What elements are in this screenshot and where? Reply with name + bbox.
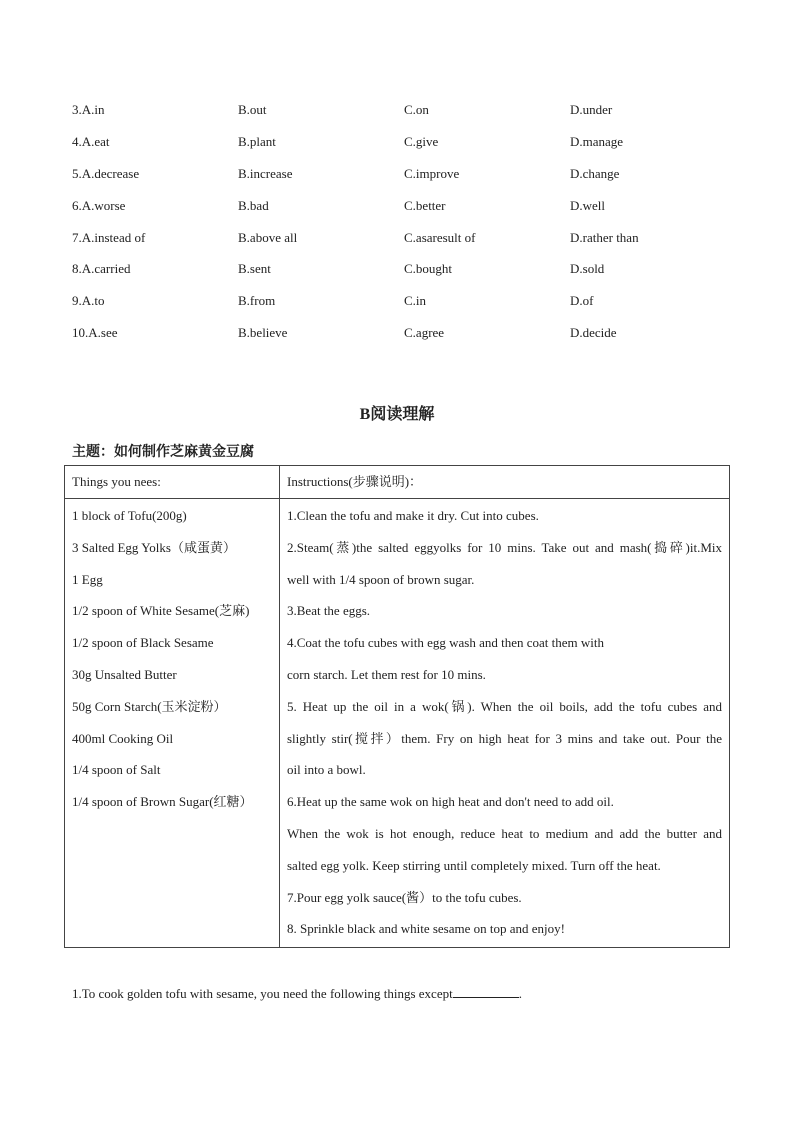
instruction-line: 4.Coat the tofu cubes with egg wash and then coat them with <box>287 635 604 651</box>
instruction-line: salted egg yolk. Keep stirring until completely mixed. Turn off the heat. <box>287 857 661 873</box>
choice-option: C.bought <box>404 261 453 277</box>
instruction-line: oil into a bowl. <box>287 762 366 778</box>
choice-row <box>72 229 732 261</box>
choice-row <box>72 133 732 165</box>
choice-option: 10.A.see <box>72 325 118 341</box>
choice-option: C.in <box>404 293 427 309</box>
choice-option: D.sold <box>570 261 605 277</box>
choice-option: D.rather than <box>570 229 639 245</box>
instruction-line: corn starch. Let them rest for 10 mins. <box>287 666 486 682</box>
choice-option: D.under <box>570 102 613 117</box>
instruction-line: well with 1/4 spoon of brown sugar. <box>287 571 475 587</box>
choice-option: D.decide <box>570 325 617 341</box>
choice-option: 4.A.eat <box>72 133 110 149</box>
choice-option: B.believe <box>238 325 288 341</box>
ingredient-item: 1/2 spoon of Black Sesame <box>72 635 214 651</box>
ingredient-item: 50g Corn Starch(玉米淀粉） <box>72 698 227 714</box>
ingredient-item: 1/2 spoon of White Sesame(芝麻) <box>72 603 250 619</box>
choice-option: 9.A.to <box>72 293 105 309</box>
recipe-table <box>64 465 730 948</box>
choice-option: C.on <box>404 102 429 117</box>
choice-option: D.change <box>570 165 620 181</box>
choice-row <box>72 324 732 356</box>
instruction-line: 7.Pour egg yolk sauce(酱）to the tofu cubes. <box>287 889 522 905</box>
multiple-choice-options <box>72 101 732 356</box>
instructions-cell <box>280 499 730 948</box>
instruction-line: When the wok is hot enough, reduce heat to medium and add the butter and <box>287 825 722 841</box>
choice-option: B.above all <box>238 229 298 245</box>
instruction-line: 5. Heat up the oil in a wok(锅). When the oil boils, add the tofu cubes and <box>287 698 722 714</box>
ingredient-item: 3 Salted Egg Yolks（咸蛋黄） <box>72 539 236 555</box>
choice-row <box>72 101 732 133</box>
choice-option: 8.A.carried <box>72 261 131 277</box>
instructions-header: Instructions(步骤说明)： <box>280 466 730 499</box>
choice-row <box>72 197 732 229</box>
choice-option: B.sent <box>238 261 271 277</box>
ingredients-cell <box>65 499 280 948</box>
choice-option: B.from <box>238 293 276 309</box>
choice-option: 3.A.in <box>72 102 105 117</box>
question-1: 1.To cook golden tofu with sesame, you need the following things except . <box>72 983 522 1002</box>
ingredient-item: 30g Unsalted Butter <box>72 666 177 682</box>
choice-option: B.bad <box>238 197 269 213</box>
choice-option: B.plant <box>238 133 276 149</box>
choice-option: C.better <box>404 197 446 213</box>
answer-blank[interactable] <box>453 983 519 998</box>
choice-option: C.improve <box>404 165 460 181</box>
instruction-line: 6.Heat up the same wok on high heat and don't need to add oil. <box>287 794 614 810</box>
instruction-line: 2.Steam(蒸)the salted eggyolks for 10 mins. Take out and mash(捣碎)it.Mix <box>287 539 722 555</box>
choice-option: C.asaresult of <box>404 229 476 245</box>
choice-option: B.out <box>238 102 267 117</box>
instruction-line: 1.Clean the tofu and make it dry. Cut into cubes. <box>287 508 539 523</box>
choice-option: D.manage <box>570 133 624 149</box>
choice-option: D.of <box>570 293 594 309</box>
instruction-line: 3.Beat the eggs. <box>287 603 371 619</box>
ingredient-item: 1/4 spoon of Salt <box>72 762 161 778</box>
table-body-row <box>65 499 730 948</box>
choice-option: 6.A.worse <box>72 197 126 213</box>
choice-option: C.agree <box>404 325 445 341</box>
ingredient-item: 1/4 spoon of Brown Sugar(红糖） <box>72 794 253 810</box>
table-header-row <box>65 466 730 499</box>
instruction-line: 8. Sprinkle black and white sesame on top and enjoy! <box>287 921 565 937</box>
ingredient-item: 400ml Cooking Oil <box>72 730 174 746</box>
ingredient-item: 1 Egg <box>72 571 103 587</box>
ingredient-item: 1 block of Tofu(200g) <box>72 508 187 523</box>
choice-option: D.well <box>570 197 606 213</box>
ingredients-header: Things you nees: <box>65 466 280 499</box>
instruction-line: slightly stir(搅拌）them. Fry on high heat for 3 mins and take out. Pour the <box>287 730 722 746</box>
choice-option: B.increase <box>238 165 293 181</box>
choice-row <box>72 292 732 324</box>
choice-row <box>72 260 732 292</box>
choice-option: 5.A.decrease <box>72 165 140 181</box>
choice-option: C.give <box>404 133 439 149</box>
choice-option: 7.A.instead of <box>72 229 146 245</box>
choice-row <box>72 165 732 197</box>
topic-heading: 主题：如何制作芝麻黄金豆腐 <box>72 444 254 460</box>
section-title: B阅读理解 <box>359 406 435 423</box>
question-text: 1.To cook golden tofu with sesame, you need the following things except <box>72 986 453 1001</box>
